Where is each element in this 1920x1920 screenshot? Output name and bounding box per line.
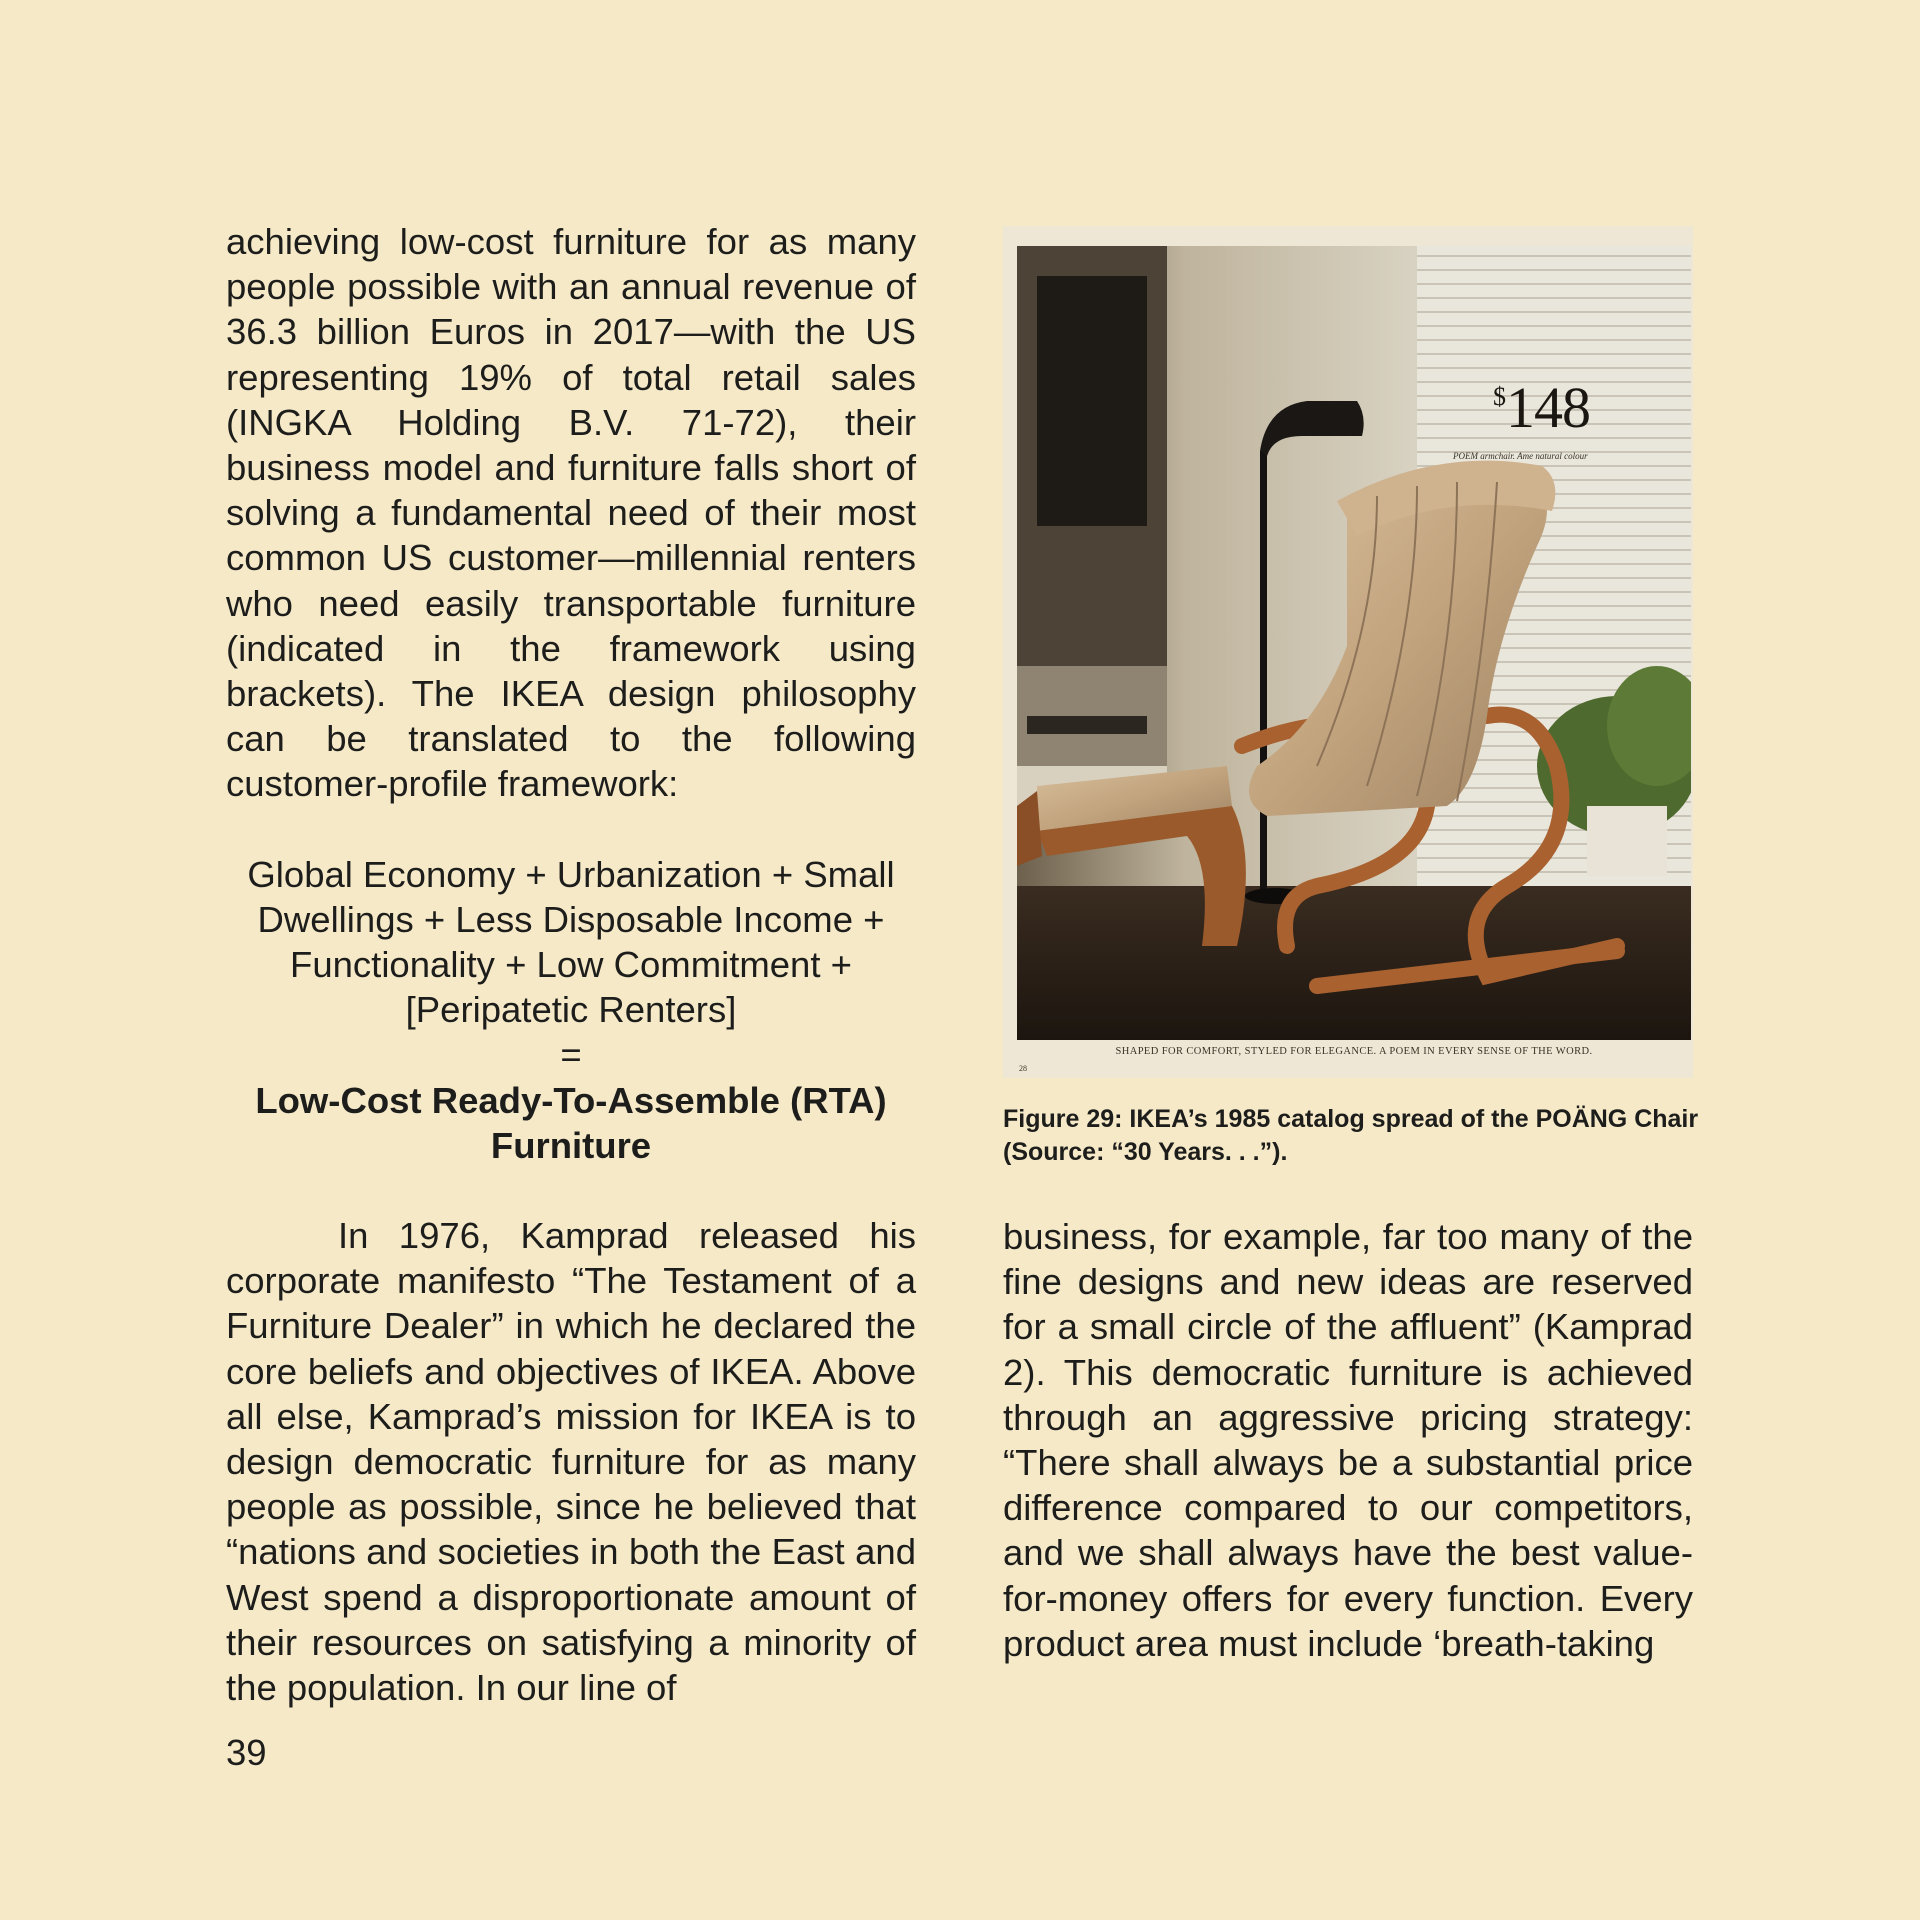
- formula-result: Low-Cost Ready-To-Assemble (RTA): [255, 1079, 887, 1121]
- catalog-photo: [1017, 246, 1691, 1040]
- body-paragraph: In 1976, Kamprad released his corporate manifesto “The Testament of a Furniture Dealer” in which he declared the core beliefs and objectives of IKEA. Above all else, Kamprad’s mission for IKEA is to design democratic furniture for as many people as possible, since he believed that “nations and societies in both the East and West spend a disproportionate amount of their resources on satisfying a minority of the population. In our line of: [226, 1215, 916, 1709]
- body-paragraph: business, for example, far too many of the fine designs and new ideas are reserved for a small circle of the affluent” (Kamprad 2). This democratic furniture is achieved through an aggressive pricing strategy: “There shall always be a substantial price difference compared to our competitors, and we shall always have the best value-for-money offers for every function. Every product area must include ‘breath-taking: [1003, 1216, 1693, 1664]
- poang-chair-illustration: [1017, 246, 1691, 1040]
- price-value: 148: [1506, 375, 1590, 440]
- formula-line: Global Economy + Urbanization + Small: [247, 853, 895, 895]
- formula-equals: =: [560, 1034, 582, 1076]
- formula-result: Furniture: [490, 1124, 652, 1166]
- formula-line: Dwellings + Less Disposable Income +: [257, 898, 885, 940]
- page-number: 39: [226, 1732, 267, 1773]
- photo-page-number: 28: [1019, 1064, 1027, 1073]
- formula-line: [Peripatetic Renters]: [405, 989, 737, 1031]
- floor: [1017, 886, 1691, 1040]
- price-currency: $: [1493, 382, 1506, 411]
- formula-line: Functionality + Low Commitment +: [290, 944, 852, 986]
- right-column: [1003, 1214, 1693, 1666]
- photo-caption: SHAPED FOR COMFORT, STYLED FOR ELEGANCE. A POEM IN EVERY SENSE OF THE WORD.: [1115, 1046, 1593, 1057]
- body-paragraph: achieving low-cost furniture for as many people possible with an annual revenue of 36.3 billion Euros in 2017—with the US representing 19% of total retail sales (INGKA Holding B.V. 71-72), their business model and furniture falls short of solving a fundamental need of their most common US customer—millennial renters who need easily transportable furniture (indicated in the framework using brackets). The IKEA design philosophy can be translated to the following customer-profile framework:: [226, 221, 916, 805]
- price-tag: [1493, 374, 1590, 441]
- catalog-figure: [1003, 226, 1693, 1078]
- wall-picture: [1037, 276, 1147, 526]
- left-column: [226, 219, 916, 1710]
- figure-caption: Figure 29: IKEA’s 1985 catalog spread of the POÄNG Chair (Source: “30 Years. . .”).: [1003, 1105, 1699, 1166]
- price-note: POEM armchair. Ame natural colour: [1453, 451, 1588, 461]
- customer-profile-framework: [226, 807, 916, 1213]
- photo-footer: [1017, 1040, 1691, 1078]
